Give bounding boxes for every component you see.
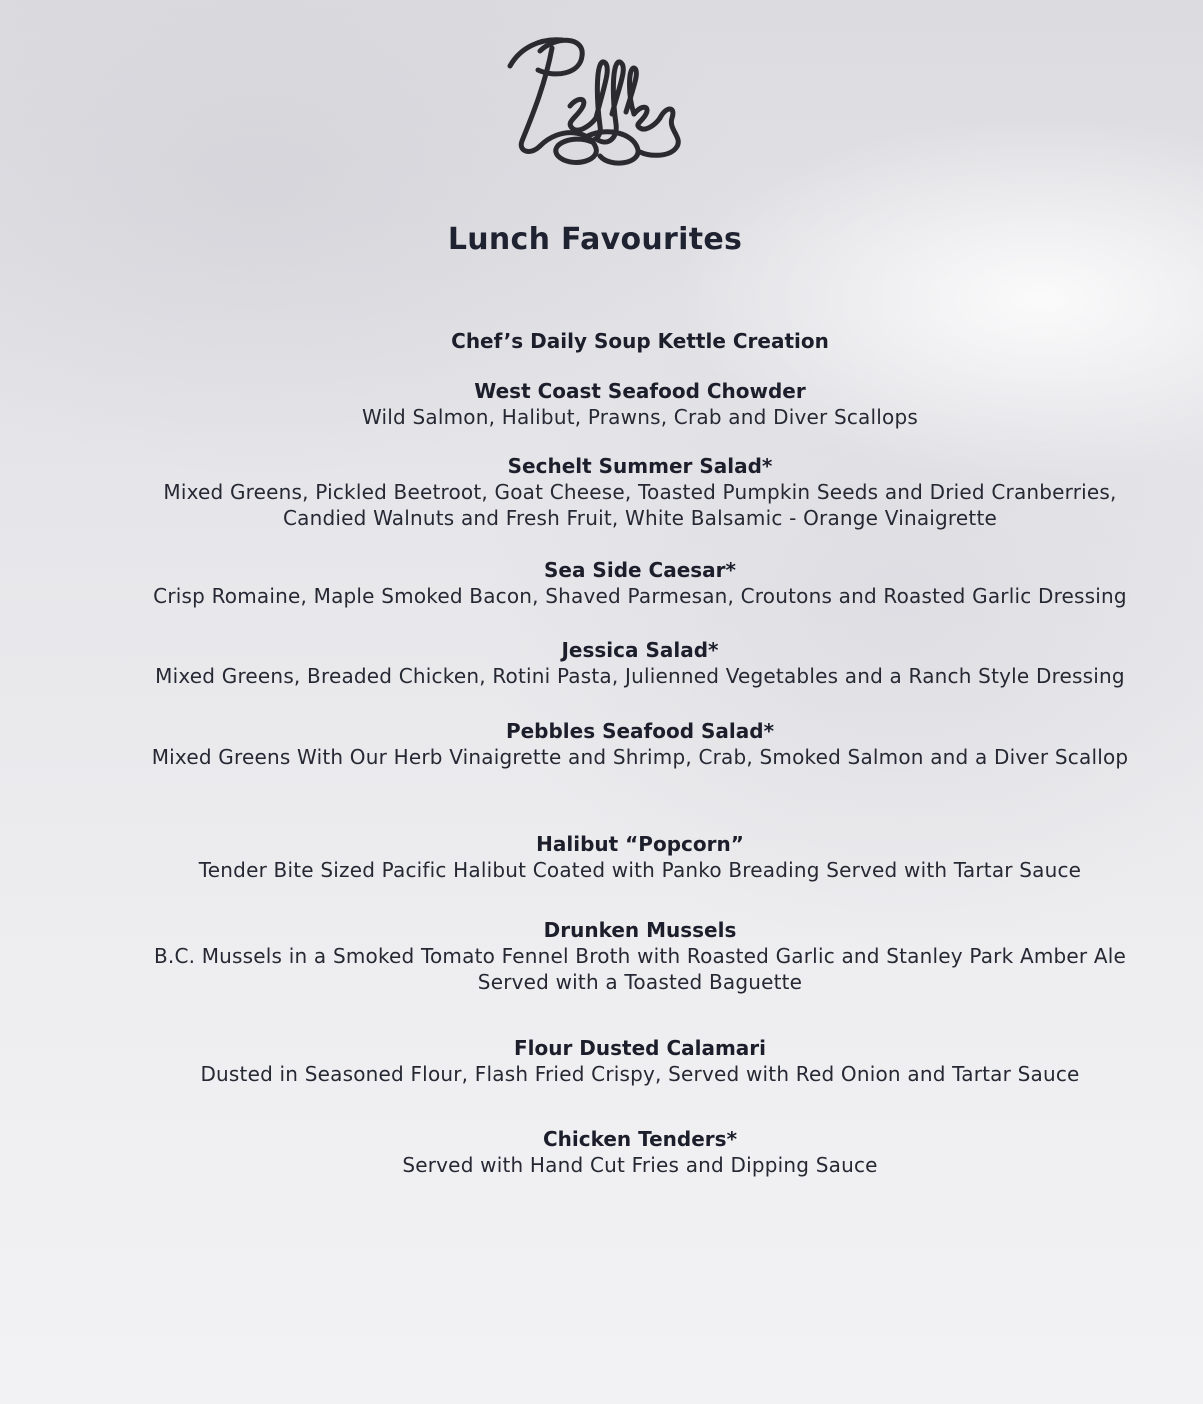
menu-title: Lunch Favourites	[447, 222, 743, 257]
menu-item-description: Crisp Romaine, Maple Smoked Bacon, Shaved Parmesan, Croutons and Roasted Garlic Dressing	[153, 584, 1127, 608]
menu-item-name: Sea Side Caesar*	[544, 558, 736, 582]
menu-item	[100, 718, 1180, 770]
menu-item	[100, 637, 1180, 689]
menu-item-name: West Coast Seafood Chowder	[474, 379, 806, 403]
menu-item	[100, 378, 1180, 430]
menu-item-description: Tender Bite Sized Pacific Halibut Coated with Panko Breading Served with Tartar Sauce	[198, 858, 1082, 882]
menu-item-description: B.C. Mussels in a Smoked Tomato Fennel Broth with Roasted Garlic and Stanley Park Amber Ale	[153, 944, 1127, 968]
menu-item-name: Sechelt Summer Salad*	[507, 454, 773, 478]
menu-item-name: Chef’s Daily Soup Kettle Creation	[451, 329, 829, 353]
menu-item-description: Dusted in Seasoned Flour, Flash Fried Crispy, Served with Red Onion and Tartar Sauce	[200, 1062, 1080, 1086]
menu-item-description: Mixed Greens, Breaded Chicken, Rotini Pasta, Julienned Vegetables and a Ranch Style Dressing	[155, 664, 1125, 688]
menu-item-name: Drunken Mussels	[543, 918, 737, 942]
menu-item-name: Jessica Salad*	[561, 638, 719, 662]
menu-item-description: Served with Hand Cut Fries and Dipping Sauce	[402, 1153, 878, 1177]
menu-item	[100, 1126, 1180, 1178]
menu-item-name: Pebbles Seafood Salad*	[505, 719, 775, 743]
menu-item	[100, 917, 1180, 995]
menu-item	[100, 557, 1180, 609]
menu-item-name: Chicken Tenders*	[542, 1127, 738, 1151]
menu-item-description: Wild Salmon, Halibut, Prawns, Crab and Diver Scallops	[362, 405, 918, 429]
menu-item	[100, 1035, 1180, 1087]
menu-item	[100, 328, 1180, 354]
menu-item-name: Flour Dusted Calamari	[513, 1036, 767, 1060]
pebbles-logo	[500, 26, 700, 176]
menu-item-name: Halibut “Popcorn”	[536, 832, 744, 856]
menu-item-description: Mixed Greens With Our Herb Vinaigrette and Shrimp, Crab, Smoked Salmon and a Diver Scallop	[151, 745, 1129, 769]
menu-item-description: Candied Walnuts and Fresh Fruit, White Balsamic - Orange Vinaigrette	[282, 506, 998, 530]
menu-item	[100, 453, 1180, 531]
script-logo-icon	[500, 26, 700, 176]
menu-item-description: Mixed Greens, Pickled Beetroot, Goat Cheese, Toasted Pumpkin Seeds and Dried Cranberries,	[163, 480, 1117, 504]
menu-item-description: Served with a Toasted Baguette	[477, 970, 803, 994]
menu-item	[100, 831, 1180, 883]
